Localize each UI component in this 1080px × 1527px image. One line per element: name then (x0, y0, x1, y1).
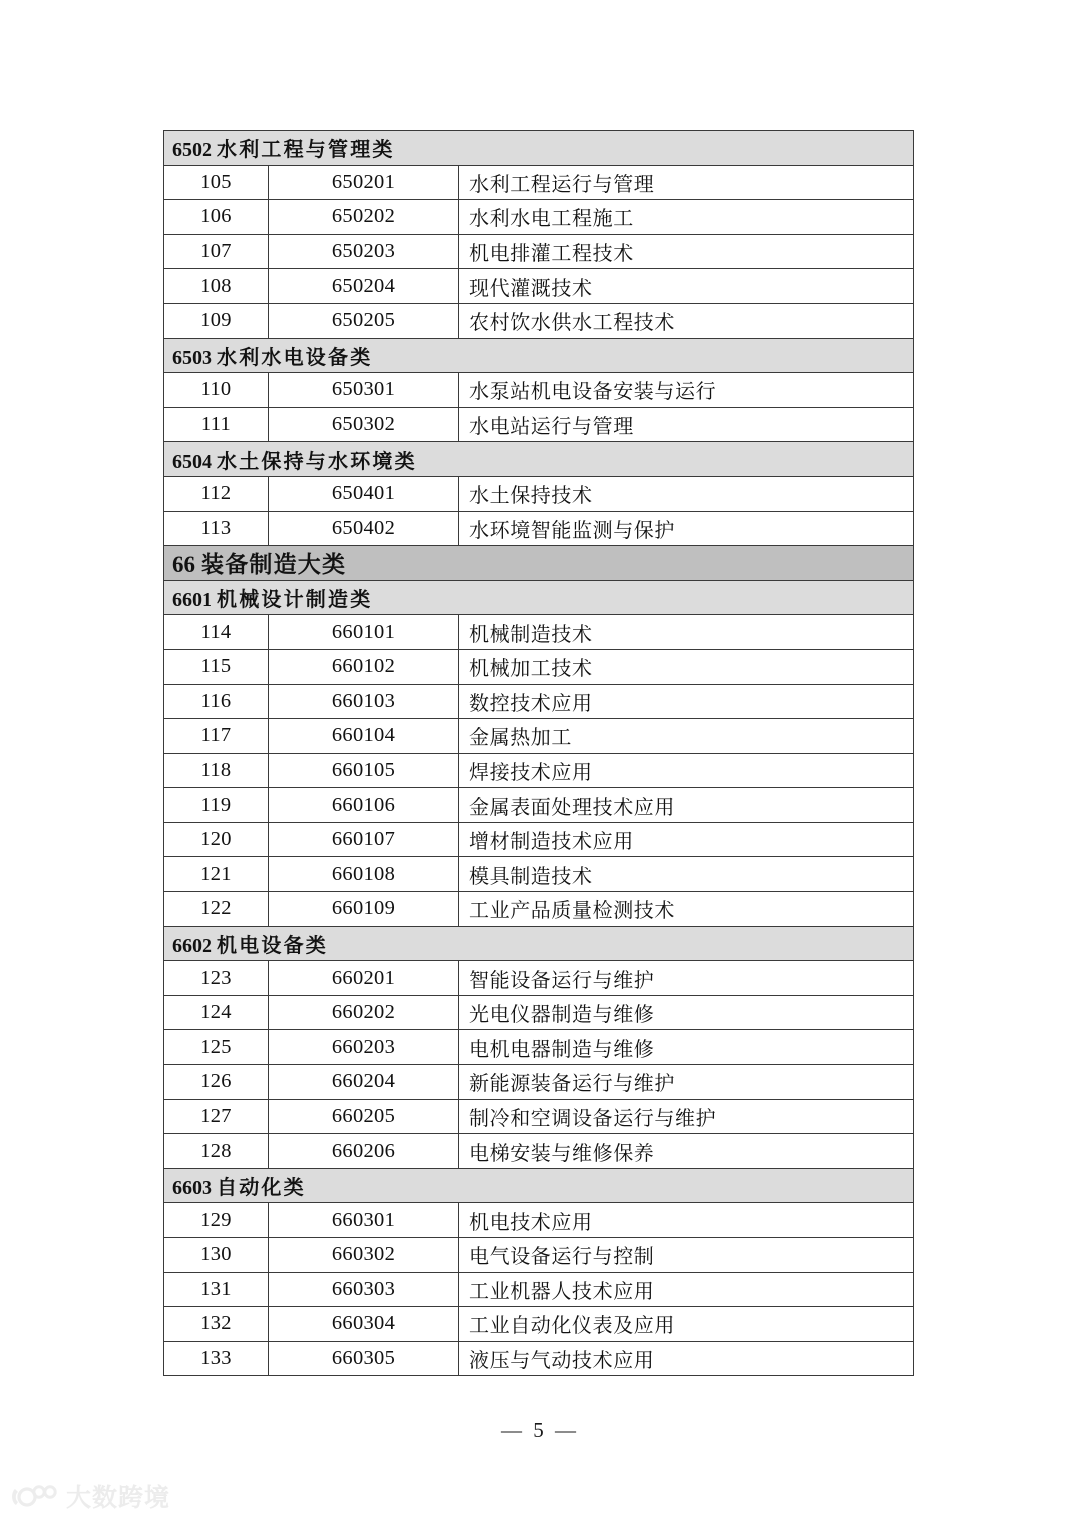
table-row (164, 857, 914, 892)
row-major-name: 制冷和空调设备运行与维护 (459, 1099, 914, 1134)
row-major-code: 650204 (269, 269, 459, 304)
sub-category-label (164, 131, 914, 166)
category-code: 6601 (172, 589, 212, 612)
major-category-label (164, 546, 914, 581)
table-row (164, 1203, 914, 1238)
watermark (8, 1482, 170, 1512)
row-major-code: 660206 (269, 1134, 459, 1169)
row-sequence-number: 110 (164, 373, 269, 408)
sub-category-header-row (164, 926, 914, 961)
row-major-name: 水电站运行与管理 (459, 407, 914, 442)
table-row (164, 788, 914, 823)
row-major-code: 660202 (269, 995, 459, 1030)
row-major-name: 水利水电工程施工 (459, 200, 914, 235)
row-major-name: 机电技术应用 (459, 1203, 914, 1238)
row-sequence-number: 133 (164, 1341, 269, 1376)
category-name: 装备制造大类 (201, 552, 347, 578)
row-major-name: 工业机器人技术应用 (459, 1272, 914, 1307)
category-name: 机械设计制造类 (217, 589, 373, 612)
row-sequence-number: 125 (164, 1030, 269, 1065)
row-major-code: 650402 (269, 511, 459, 546)
major-catalog-table (163, 130, 914, 1376)
sub-category-header-row (164, 1168, 914, 1203)
row-sequence-number: 132 (164, 1307, 269, 1342)
category-code: 6504 (172, 450, 212, 473)
row-major-name: 液压与气动技术应用 (459, 1341, 914, 1376)
row-sequence-number: 114 (164, 615, 269, 650)
row-major-name: 数控技术应用 (459, 684, 914, 719)
row-major-code: 650202 (269, 200, 459, 235)
sub-category-header-row (164, 338, 914, 373)
row-major-name: 智能设备运行与维护 (459, 961, 914, 996)
row-sequence-number: 121 (164, 857, 269, 892)
catalog-table-body (164, 131, 914, 1376)
table-row (164, 1065, 914, 1100)
table-row (164, 407, 914, 442)
table-row (164, 511, 914, 546)
table-row (164, 1307, 914, 1342)
row-sequence-number: 119 (164, 788, 269, 823)
row-major-code: 660205 (269, 1099, 459, 1134)
table-row (164, 476, 914, 511)
row-major-name: 新能源装备运行与维护 (459, 1065, 914, 1100)
sub-category-label (164, 1168, 914, 1203)
row-major-code: 660105 (269, 753, 459, 788)
row-sequence-number: 118 (164, 753, 269, 788)
sub-category-label (164, 442, 914, 477)
row-major-name: 工业产品质量检测技术 (459, 892, 914, 927)
category-name: 水利工程与管理类 (217, 139, 395, 162)
category-code: 6602 (172, 934, 212, 957)
row-sequence-number: 120 (164, 822, 269, 857)
row-major-code: 660107 (269, 822, 459, 857)
row-sequence-number: 113 (164, 511, 269, 546)
row-major-code: 660302 (269, 1238, 459, 1273)
table-row (164, 961, 914, 996)
table-row (164, 165, 914, 200)
table-row (164, 269, 914, 304)
row-major-name: 模具制造技术 (459, 857, 914, 892)
table-row (164, 615, 914, 650)
row-major-code: 650302 (269, 407, 459, 442)
sub-category-header-row (164, 131, 914, 166)
row-sequence-number: 127 (164, 1099, 269, 1134)
table-row (164, 995, 914, 1030)
row-major-code: 650205 (269, 303, 459, 338)
sub-category-label (164, 580, 914, 615)
category-name: 水土保持与水环境类 (217, 450, 417, 473)
row-sequence-number: 107 (164, 234, 269, 269)
row-sequence-number: 106 (164, 200, 269, 235)
row-major-code: 660102 (269, 649, 459, 684)
row-major-code: 650203 (269, 234, 459, 269)
row-major-name: 水利工程运行与管理 (459, 165, 914, 200)
row-major-name: 焊接技术应用 (459, 753, 914, 788)
row-major-code: 650401 (269, 476, 459, 511)
row-major-code: 650301 (269, 373, 459, 408)
table-row (164, 234, 914, 269)
row-major-code: 660201 (269, 961, 459, 996)
row-major-name: 水土保持技术 (459, 476, 914, 511)
table-row (164, 1099, 914, 1134)
table-row (164, 1030, 914, 1065)
sub-category-header-row (164, 442, 914, 477)
major-category-header-row (164, 546, 914, 581)
row-major-name: 金属表面处理技术应用 (459, 788, 914, 823)
table-row (164, 1238, 914, 1273)
row-sequence-number: 117 (164, 719, 269, 754)
row-major-code: 660204 (269, 1065, 459, 1100)
row-major-name: 水泵站机电设备安装与运行 (459, 373, 914, 408)
table-row (164, 373, 914, 408)
row-sequence-number: 131 (164, 1272, 269, 1307)
row-major-code: 660101 (269, 615, 459, 650)
row-sequence-number: 129 (164, 1203, 269, 1238)
row-sequence-number: 122 (164, 892, 269, 927)
row-sequence-number: 105 (164, 165, 269, 200)
row-sequence-number: 126 (164, 1065, 269, 1100)
row-major-code: 650201 (269, 165, 459, 200)
category-name: 机电设备类 (217, 934, 328, 957)
category-name: 水利水电设备类 (217, 346, 373, 369)
table-row (164, 303, 914, 338)
category-code: 66 (172, 552, 195, 578)
table-row (164, 200, 914, 235)
row-major-code: 660304 (269, 1307, 459, 1342)
row-major-code: 660106 (269, 788, 459, 823)
watermark-logo-icon (8, 1482, 60, 1512)
row-major-code: 660109 (269, 892, 459, 927)
row-sequence-number: 111 (164, 407, 269, 442)
table-row (164, 892, 914, 927)
table-row (164, 1134, 914, 1169)
row-major-name: 现代灌溉技术 (459, 269, 914, 304)
row-major-name: 机械制造技术 (459, 615, 914, 650)
row-major-code: 660203 (269, 1030, 459, 1065)
row-major-name: 增材制造技术应用 (459, 822, 914, 857)
row-major-code: 660103 (269, 684, 459, 719)
row-major-name: 农村饮水供水工程技术 (459, 303, 914, 338)
sub-category-header-row (164, 580, 914, 615)
row-major-code: 660301 (269, 1203, 459, 1238)
row-major-name: 电梯安装与维修保养 (459, 1134, 914, 1169)
row-major-name: 电气设备运行与控制 (459, 1238, 914, 1273)
row-major-code: 660303 (269, 1272, 459, 1307)
row-major-code: 660305 (269, 1341, 459, 1376)
category-code: 6603 (172, 1177, 212, 1200)
table-row (164, 822, 914, 857)
row-major-name: 水环境智能监测与保护 (459, 511, 914, 546)
page-number: — 5 — (501, 1418, 579, 1442)
row-sequence-number: 124 (164, 995, 269, 1030)
row-major-name: 金属热加工 (459, 719, 914, 754)
sub-category-label (164, 338, 914, 373)
table-row (164, 719, 914, 754)
sub-category-label (164, 926, 914, 961)
table-row (164, 1272, 914, 1307)
table-row (164, 684, 914, 719)
category-code: 6502 (172, 139, 212, 162)
row-sequence-number: 112 (164, 476, 269, 511)
table-row (164, 753, 914, 788)
watermark-text: 大数跨境 (66, 1482, 171, 1512)
row-major-name: 光电仪器制造与维修 (459, 995, 914, 1030)
row-major-code: 660104 (269, 719, 459, 754)
row-sequence-number: 108 (164, 269, 269, 304)
table-row (164, 649, 914, 684)
category-name: 自动化类 (217, 1177, 306, 1200)
row-major-code: 660108 (269, 857, 459, 892)
row-sequence-number: 116 (164, 684, 269, 719)
row-sequence-number: 130 (164, 1238, 269, 1273)
row-sequence-number: 109 (164, 303, 269, 338)
category-code: 6503 (172, 346, 212, 369)
row-sequence-number: 128 (164, 1134, 269, 1169)
row-major-name: 工业自动化仪表及应用 (459, 1307, 914, 1342)
row-major-name: 机电排灌工程技术 (459, 234, 914, 269)
row-sequence-number: 115 (164, 649, 269, 684)
row-major-name: 电机电器制造与维修 (459, 1030, 914, 1065)
row-major-name: 机械加工技术 (459, 649, 914, 684)
table-row (164, 1341, 914, 1376)
row-sequence-number: 123 (164, 961, 269, 996)
